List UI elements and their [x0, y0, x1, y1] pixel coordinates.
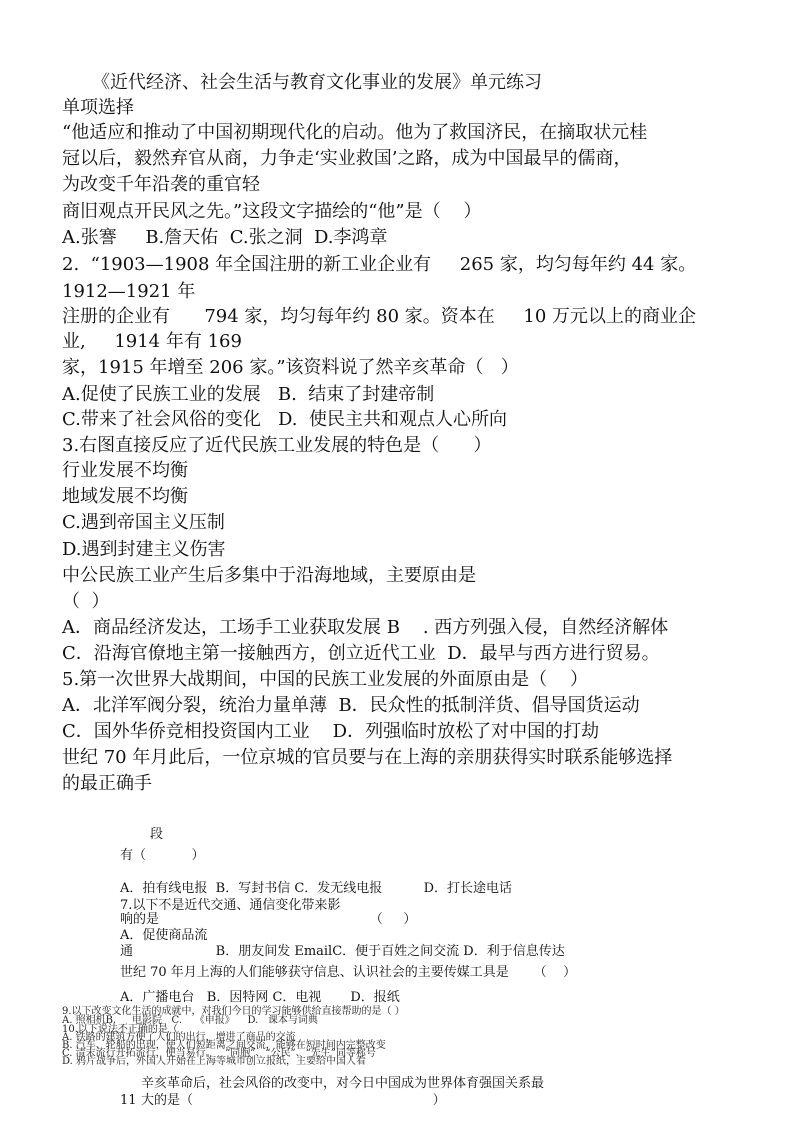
q5-options-ab: A．北洋军阀分裂，统治力量单薄 B．民众性的抵制洋货、倡导国货运动 [62, 695, 640, 716]
q11-stem-line1: 辛亥革命后，社会风俗的改变中，对今日中国成为世界体育强国关系最 [141, 1076, 545, 1091]
q1-stem-line1: “他适应和推动了中国初期现代化的启动。他为了救国济民，在摘取状元桂 [62, 122, 648, 143]
q2-stem-line4: 业, 1914 年有 169 [62, 331, 242, 352]
q7-stem-line1: 7.以下不是近代交通、通信变化带来影 [120, 898, 341, 913]
q6-stem-line2: 的最正确手 [62, 773, 152, 794]
q1-stem-line2: 冠以后，毅然弃官从商，力争走‘实业救国’之路，成为中国最早的儒商， [62, 148, 632, 169]
q3-option-b: 地域发展不均衡 [62, 486, 188, 507]
q4-stem-line1: 中公民族工业产生后多集中于沿海地域，主要原由是 [62, 565, 476, 586]
q6-options: A．拍有线电报 B．写封书信 C．发无线电报 D．打长途电话 [120, 881, 513, 896]
q2-stem-line5: 家，1915 年增至 206 家。”该资料说了然辛亥革命（ ） [62, 357, 519, 378]
q4-options-cd: C．沿海官僚地主第一接触西方，创立近代工业 D．最早与西方进行贸易。 [62, 643, 660, 664]
q3-option-c: C.遇到帝国主义压制 [62, 512, 225, 533]
q6-stem-line1: 世纪 70 年月此后，一位京城的官员要与在上海的亲朋获得实时联系能够选择 [62, 747, 673, 768]
q11-number: 11 [120, 1093, 137, 1108]
q8-options: A．广播电台 B．因特网 C．电视 D．报纸 [120, 990, 400, 1005]
q7-options-rest: 通 B．朋友间发 EmailC．便于百姓之间交流 D．利于信息传达 [120, 944, 565, 959]
q9-stem: 9.以下改变文化生活的成就中，对我们今日的学习能够供给直接帮助的是（ ） [62, 1006, 405, 1017]
q2-stem-line1: 2. “1903—1908 年全国注册的新工业企业有 265 家，均匀每年约 44 家。 [62, 254, 697, 275]
q1-stem-line3: 为改变千年沿袭的重官轻 [62, 174, 260, 195]
q4-stem-line2: （ ） [62, 591, 110, 612]
q10-option-d: D. 鸦片战争后，外国人开始在上海等城市创立报纸，主要给中国人看 [62, 1056, 367, 1067]
q6-stem-line3: 段 [150, 827, 164, 842]
q3-stem: 3.右图直接反应了近代民族工业发展的特色是（ ） [62, 435, 492, 456]
q8-stem: 世纪 70 年月上海的人们能够获守信息、认识社会的主要传媒工具是 （ ） [120, 965, 577, 980]
q3-option-a: 行业发展不均衡 [62, 460, 188, 481]
q9-options: A. 照相机B. 电影院 C. 《申报》 D. 课本与词典 [62, 1015, 318, 1026]
q2-options-cd: C.带来了社会风俗的变化 D. 使民主共和观点人心所向 [62, 409, 507, 430]
q7-stem-line2: 响的是 （ ） [120, 912, 417, 927]
page-title: 《近代经济、社会生活与教育文化事业的发展》单元练习 [92, 72, 542, 93]
q10-option-c: C. 清末流行开拓流行，便当易行。 “同胞”、“公民”、“先生”同等称号 [62, 1048, 376, 1059]
q1-stem-line4: 商旧观点开民风之先。”这段文字描绘的“他”是（ ） [62, 201, 482, 222]
q2-options-ab: A.促使了民族工业的发展 B. 结束了封建帝制 [62, 384, 435, 405]
q10-option-b: B. 汽车、轮船的出现，使人们短距离之间交流，能够在短时间内完整改变 [62, 1040, 386, 1051]
q10-stem: 10.以下说法不正确的是（ [62, 1024, 178, 1035]
q10-option-a: A. 铁路的建筑方便了人们的出行，增进了商品的交流 [62, 1032, 296, 1043]
q5-options-cd: C．国外华侨竞相投资国内工业 D．列强临时放松了对中国的打劫 [62, 721, 600, 742]
section-heading: 单项选择 [62, 97, 134, 118]
q3-option-d: D.遇到封建主义伤害 [62, 539, 226, 560]
q7-option-a: A．促使商品流 [120, 928, 208, 943]
q5-stem: 5.第一次世界大战期间，中国的民族工业发展的外面原由是（ ） [62, 669, 589, 690]
q4-options-ab: A．商品经济发达，工场手工业获取发展 B . 西方列强入侵，自然经济解体 [62, 617, 669, 638]
q1-options: A.张謇 B.詹天佑 C.张之洞 D.李鸿章 [62, 227, 388, 248]
q2-stem-line3: 注册的企业有 794 家，均匀每年约 80 家。资本在 10 万元以上的商业企 [62, 306, 696, 327]
q11-stem-line2: 大的是（ ） [141, 1093, 446, 1108]
q6-stem-line4: 有（ ） [120, 848, 205, 863]
q2-stem-line2: 1912—1921 年 [62, 281, 196, 302]
